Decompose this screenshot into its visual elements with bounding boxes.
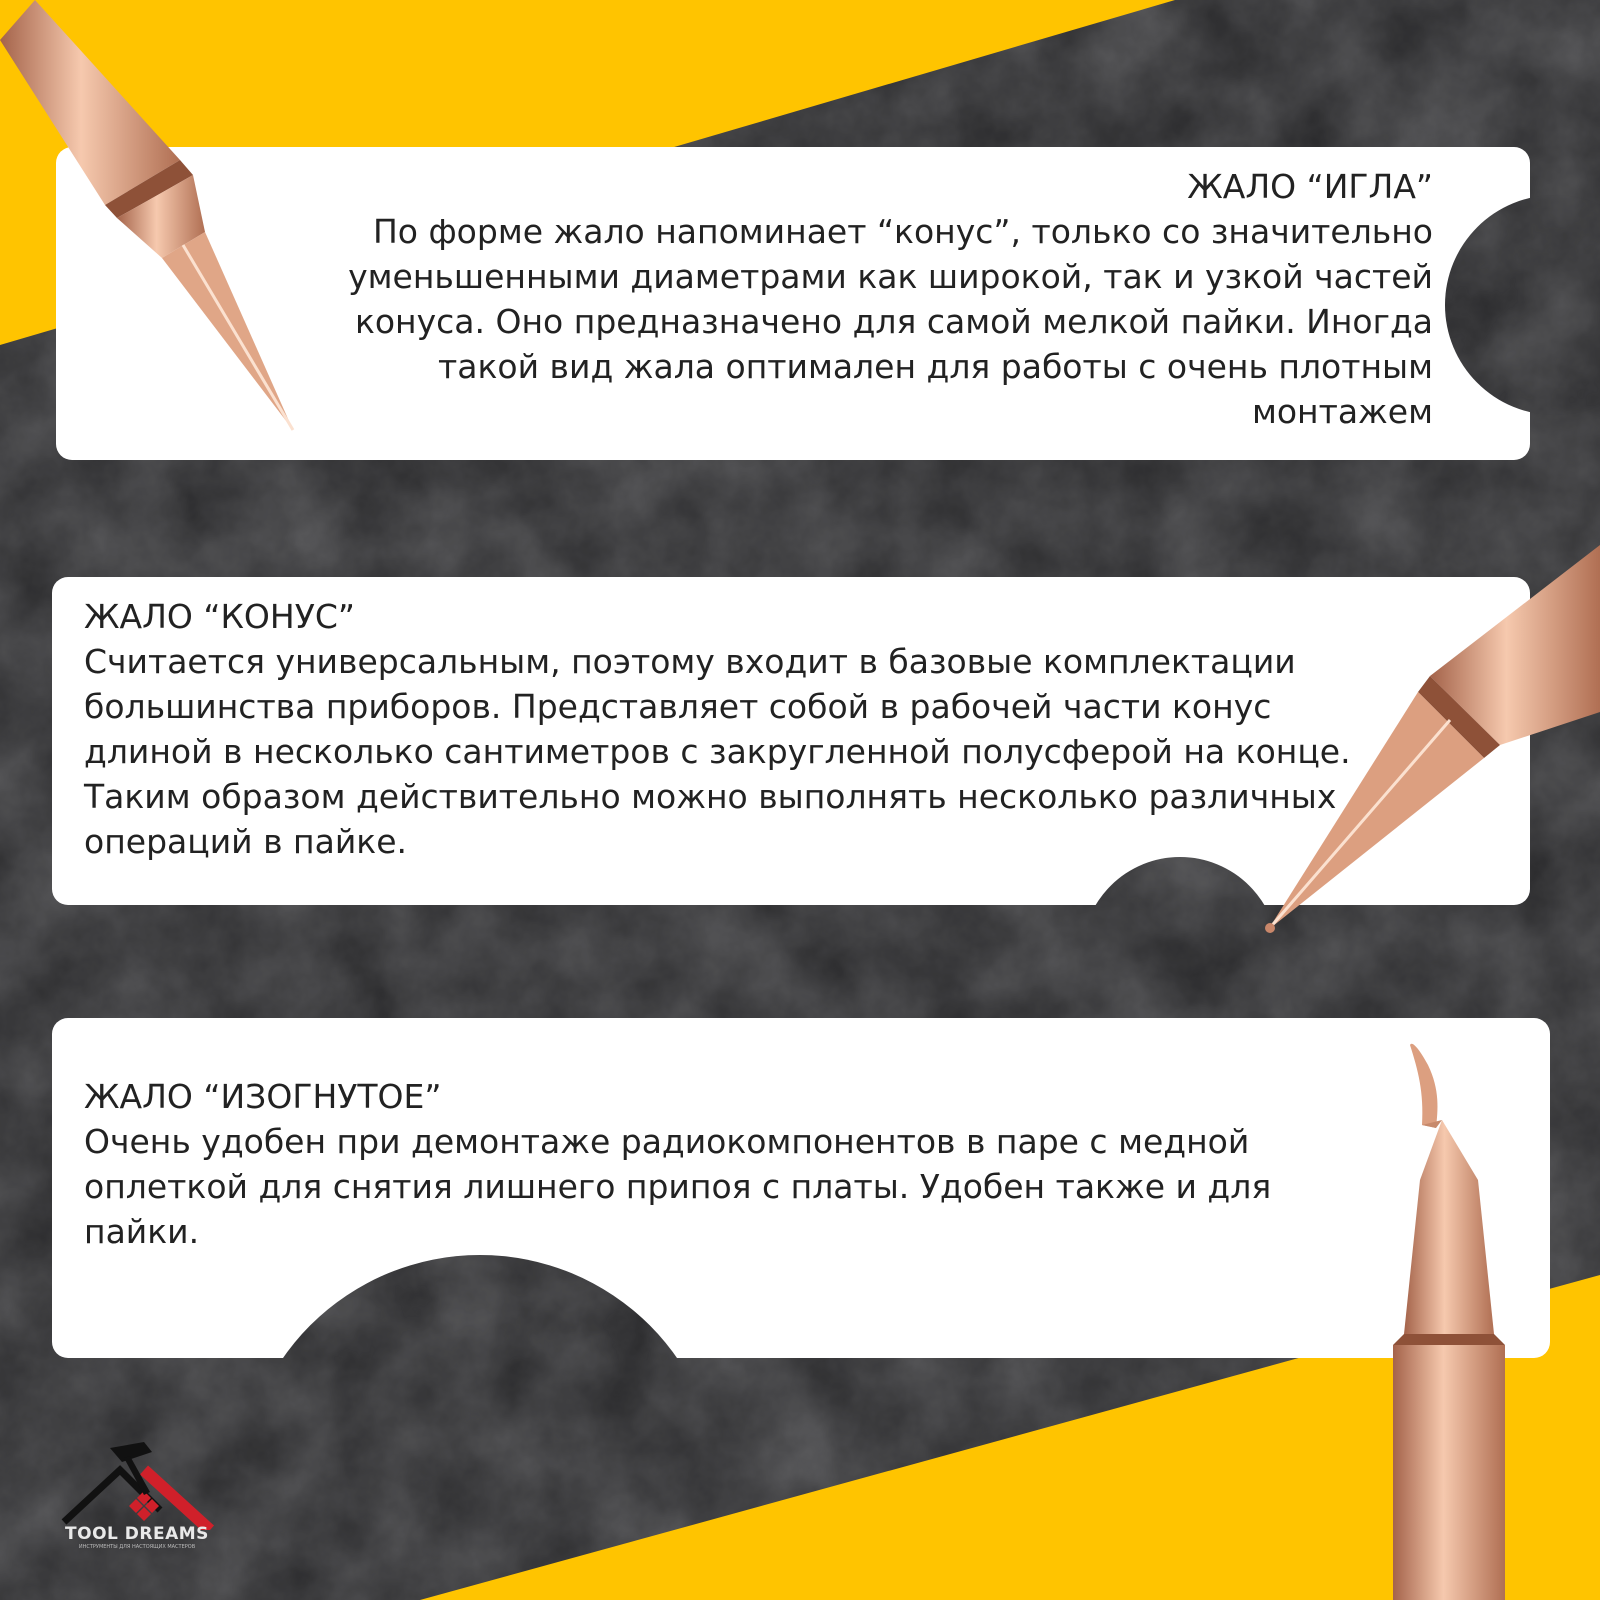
card-title: ЖАЛО “ИЗОГНУТОЕ”	[84, 1077, 442, 1116]
hammer-roof-logo-icon	[52, 1440, 222, 1530]
brand-logo	[52, 1440, 222, 1555]
card-title: ЖАЛО “ИГЛА”	[1187, 167, 1433, 206]
card-notch	[1400, 180, 1600, 440]
needle-tip-icon	[0, 0, 293, 430]
card-body: Очень удобен при демонтаже радиокомпонентов в паре с медной оплеткой для снятия лишнего припоя с платы. Удобен также и для пайки.	[84, 1122, 1272, 1251]
card-title: ЖАЛО “КОНУС”	[84, 597, 355, 636]
conical-tip-icon	[1265, 545, 1600, 933]
card-body: Считается универсальным, поэтому входит в базовые комплектации большинства приборов. Представляет собой в рабочей части конус длиной в несколько сантиметров с закругленной полусферой на конце. Таким образом действительно можно выполнять несколько различных операций в пайке.	[84, 642, 1351, 861]
logo-name: TOOL DREAMS	[65, 1524, 209, 1544]
card-body: По форме жало напоминает “конус”, только со значительно уменьшенными диаметрами как широкой, так и узкой частей конуса. Оно предназначено для самой мелкой пайки. Иногда такой вид жала оптимален для работы с очень плотным монтажем	[348, 212, 1433, 431]
card-notch	[240, 1250, 720, 1360]
logo-tagline: ИНСТРУМЕНТЫ ДЛЯ НАСТОЯЩИХ МАСТЕРОВ	[78, 1544, 196, 1550]
bent-tip-icon	[1393, 1044, 1505, 1600]
card-notch	[1070, 850, 1290, 910]
